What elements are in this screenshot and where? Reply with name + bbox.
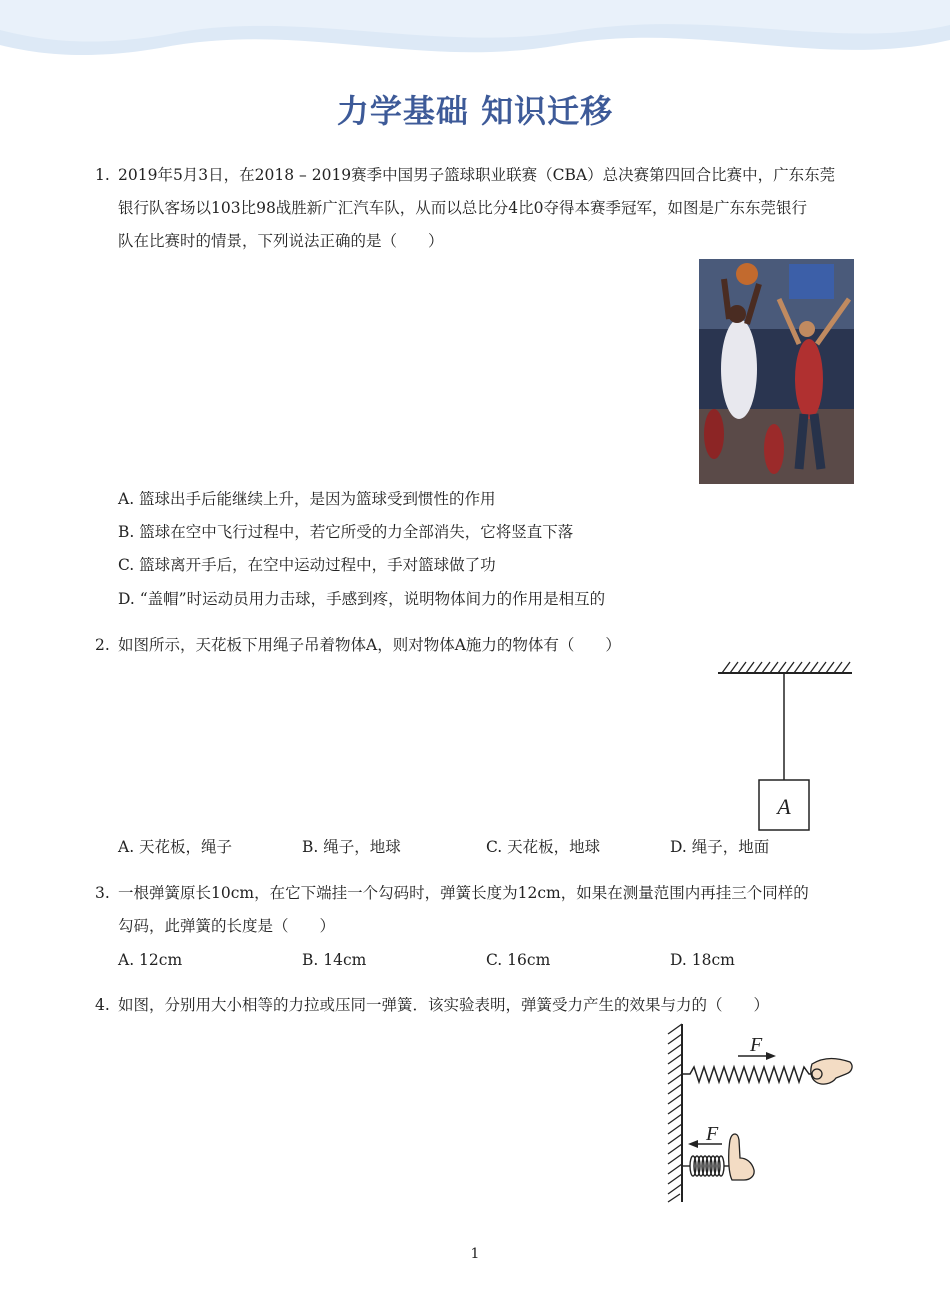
option-c: C. 天花板，地球 <box>486 838 601 856</box>
question-text <box>118 159 848 258</box>
option-b: B. 绳子，地球 <box>302 838 401 856</box>
option-b: B. 篮球在空中飞行过程中，若它所受的力全部消失，它将竖直下落 <box>118 523 574 541</box>
spring-force-figure <box>660 1022 860 1207</box>
question-number: 1. <box>95 166 110 184</box>
header-wave-decoration <box>0 0 950 75</box>
question-line: 如图所示，天花板下用绳子吊着物体A，则对物体A施力的物体有（ ） <box>118 636 621 654</box>
option-d: D. 18cm <box>670 951 735 969</box>
question-line: 如图，分别用大小相等的力拉或压同一弹簧．该实验表明，弹簧受力产生的效果与力的（ ） <box>118 996 770 1014</box>
question-number: 3. <box>95 884 110 902</box>
question-line: 勾码，此弹簧的长度是（ ） <box>118 917 336 935</box>
question-line: 2019年5月3日，在2018 – 2019赛季中国男子篮球职业联赛（CBA）总决赛第四回合比赛中，广东东莞 <box>118 166 836 184</box>
force-label-upper: F <box>750 1034 763 1056</box>
option-b: B. 14cm <box>302 951 367 969</box>
option-c: C. 篮球离开手后，在空中运动过程中，手对篮球做了功 <box>118 556 496 574</box>
object-a-label: A <box>777 794 791 819</box>
option-c: C. 16cm <box>486 951 551 969</box>
question-line: 队在比赛时的情景，下列说法正确的是（ ） <box>118 232 444 250</box>
option-d: D. “盖帽”时运动员用力击球，手感到疼，说明物体间力的作用是相互的 <box>118 590 606 608</box>
hanging-object-figure <box>712 655 857 835</box>
question-number: 4. <box>95 996 110 1014</box>
question-text <box>118 877 848 943</box>
option-a: A. 12cm <box>118 951 183 969</box>
option-d: D. 绳子，地面 <box>670 838 770 856</box>
question-line: 一根弹簧原长10cm，在它下端挂一个勾码时，弹簧长度为12cm，如果在测量范围内再挂三个同样的 <box>118 884 809 902</box>
force-label-lower: F <box>706 1123 719 1145</box>
basketball-game-photo <box>699 259 854 484</box>
option-a: A. 天花板，绳子 <box>118 838 233 856</box>
question-text <box>118 989 848 1022</box>
page-title: 力学基础 知识迁移 <box>336 92 614 130</box>
question-line: 银行队客场以103比98战胜新广汇汽车队，从而以总比分4比0夺得本赛季冠军，如图是广东东莞银行 <box>118 199 808 217</box>
question-number: 2. <box>95 636 110 654</box>
option-a: A. 篮球出手后能继续上升，是因为篮球受到惯性的作用 <box>118 490 496 508</box>
page-number: 1 <box>470 1246 480 1262</box>
